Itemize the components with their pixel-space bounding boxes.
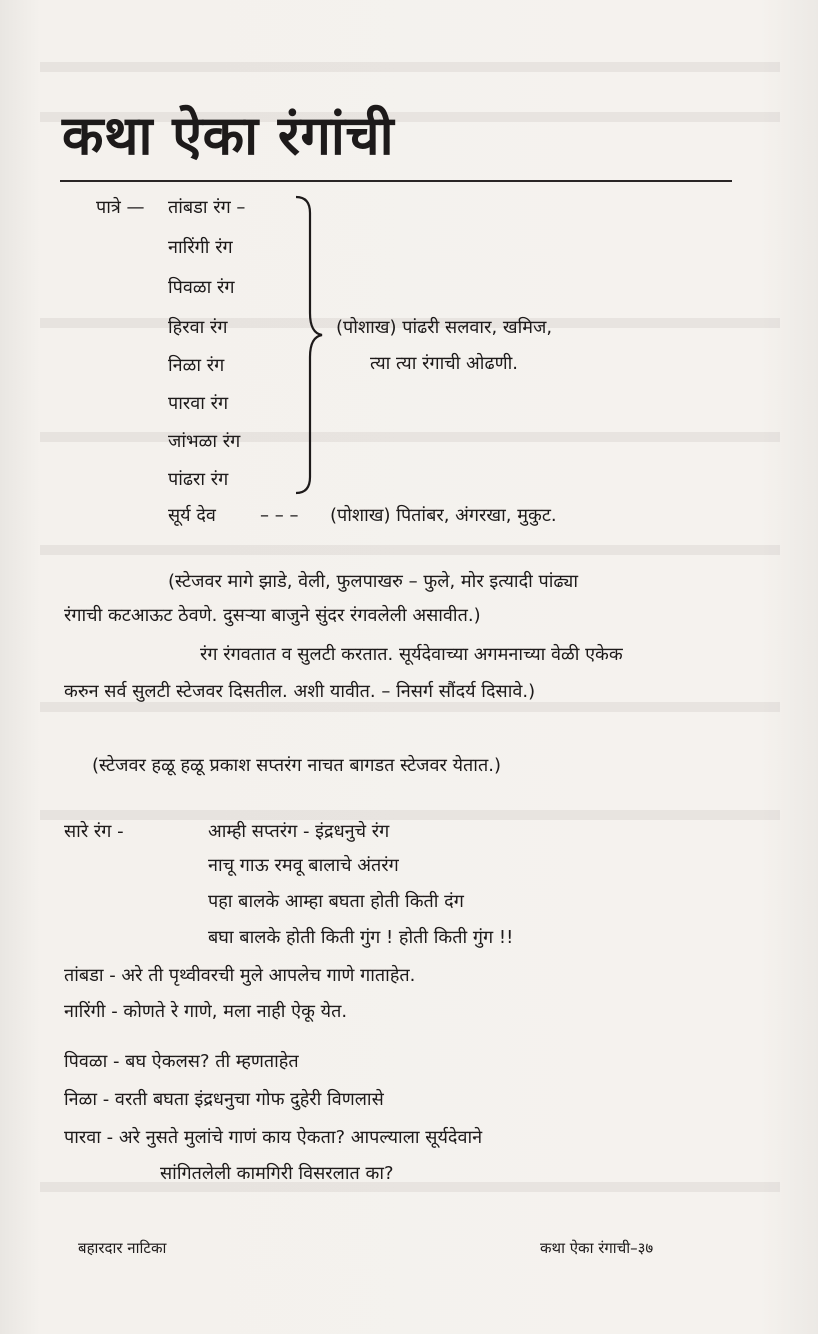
stage-note: (स्टेजवर मागे झाडे, वेली, फुलपाखरु – फुले, मोर इत्यादी पांढ्या (168, 571, 579, 592)
costume-text: त्या त्या रंगाची ओढणी. (370, 353, 519, 374)
character-item: नारिंगी रंग (168, 237, 233, 258)
bleed-through-line (40, 432, 780, 442)
dialogue-line: पिवळा - बघ ऐकलस? ती म्हणताहेत (64, 1051, 299, 1072)
sun-dashes: – – – (260, 505, 299, 526)
song-line: नाचू गाऊ रमवू बालाचे अंतरंग (208, 855, 399, 876)
dialogue-line: सांगितलेली कामगिरी विसरलात का? (160, 1163, 394, 1184)
dialogue-line: तांबडा - अरे ती पृथ्वीवरची मुले आपलेच गाणे गाताहेत. (64, 965, 416, 986)
footer-page-label: कथा ऐका रंगाची–३७ (540, 1239, 654, 1257)
title-underline (60, 180, 732, 182)
dialogue-line: पारवा - अरे नुसते मुलांचे गाणं काय ऐकता? आपल्याला सूर्यदेवाने (64, 1127, 483, 1148)
stage-note: (स्टेजवर हळू हळू प्रकाश सप्तरंग नाचत बागडत स्टेजवर येतात.) (92, 755, 501, 776)
sun-costume: (पोशाख) पितांबर, अंगरखा, मुकुट. (330, 505, 557, 526)
bleed-through-line (40, 810, 780, 820)
speaker-all: सारे रंग - (64, 821, 124, 842)
character-item: जांभळा रंग (168, 431, 241, 452)
sun-character: सूर्य देव (168, 505, 216, 526)
character-item: पारवा रंग (168, 393, 229, 414)
footer-book-title: बहारदार नाटिका (78, 1239, 167, 1257)
song-line: पहा बालके आम्हा बघता होती किती दंग (208, 891, 464, 912)
character-item: पिवळा रंग (168, 277, 235, 298)
dialogue-line: नारिंगी - कोणते रे गाणे, मला नाही ऐकू येत. (64, 1001, 348, 1022)
character-item: हिरवा रंग (168, 317, 228, 338)
bleed-through-line (40, 62, 780, 72)
stage-note: रंग रंगवतात व सुलटी करतात. सूर्यदेवाच्या अगमनाच्या वेळी एकेक (200, 644, 623, 665)
bleed-through-line (40, 1182, 780, 1192)
stage-note: करुन सर्व सुलटी स्टेजवर दिसतील. अशी यावीत. – निसर्ग सौंदर्य दिसावे.) (64, 681, 536, 702)
character-item: पांढरा रंग (168, 469, 229, 490)
curly-brace (288, 195, 328, 495)
stage-note: रंगाची कटआऊट ठेवणे. दुसऱ्या बाजुने सुंदर रंगवलेली असावीत.) (64, 605, 481, 626)
song-line: आम्ही सप्तरंग - इंद्रधनुचे रंग (208, 821, 390, 842)
dialogue-line: निळा - वरती बघता इंद्रधनुचा गोफ दुहेरी विणलासे (64, 1089, 384, 1110)
characters-label: पात्रे — (96, 197, 145, 218)
page-title: कथा ऐका रंगांची (62, 104, 395, 167)
character-item: तांबडा रंग – (168, 197, 246, 218)
costume-text: (पोशाख) पांढरी सलवार, खमिज, (336, 317, 553, 338)
bleed-through-line (40, 545, 780, 555)
song-line: बघा बालके होती किती गुंग ! होती किती गुंग !! (208, 927, 514, 948)
character-item: निळा रंग (168, 355, 225, 376)
